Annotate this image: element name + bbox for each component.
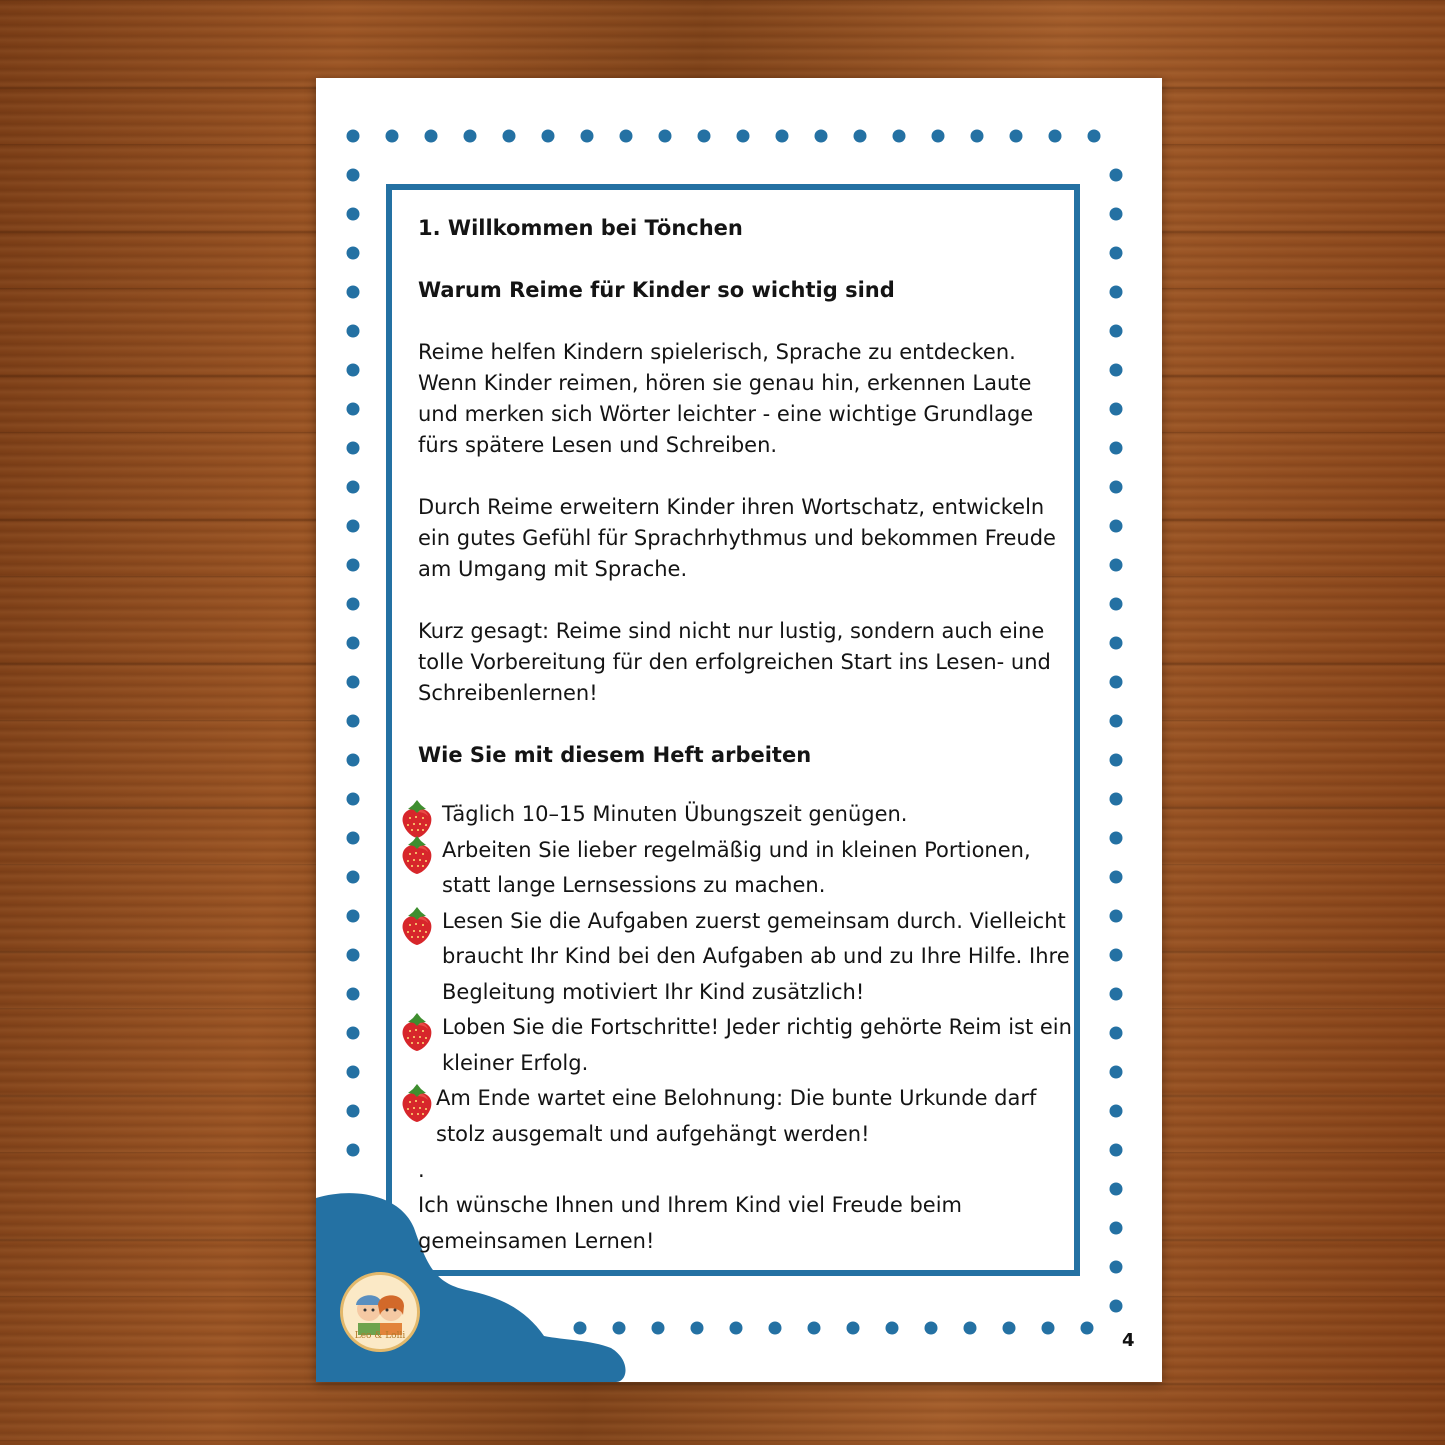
closing-text: Ich wünsche Ihnen und Ihrem Kind viel Freude beim gemeinsamen Lernen!	[418, 1193, 963, 1253]
border-dot	[347, 559, 360, 572]
border-dot	[1110, 1222, 1123, 1235]
border-dot	[1110, 1183, 1123, 1196]
section-title-rhymes: Warum Reime für Kinder so wichtig sind	[418, 278, 895, 302]
border-dot	[1110, 910, 1123, 923]
border-dot	[1003, 1322, 1016, 1335]
strawberry-icon	[400, 906, 434, 946]
stray-dot: .	[418, 1158, 425, 1182]
border-dot	[730, 1322, 743, 1335]
border-dot	[347, 247, 360, 260]
border-dot	[347, 988, 360, 1001]
border-dot	[1110, 949, 1123, 962]
worksheet-page	[316, 78, 1162, 1382]
border-dot	[847, 1322, 860, 1335]
border-dot	[613, 1322, 626, 1335]
border-dot	[1110, 1300, 1123, 1313]
border-dot	[347, 949, 360, 962]
border-dot	[1110, 481, 1123, 494]
border-dot	[464, 130, 477, 143]
border-dot	[1010, 130, 1023, 143]
border-dot	[542, 130, 555, 143]
border-dot	[347, 676, 360, 689]
border-dot	[769, 1322, 782, 1335]
border-dot	[347, 871, 360, 884]
brand-logo	[340, 1272, 420, 1352]
border-dot	[503, 130, 516, 143]
border-dot	[347, 637, 360, 650]
border-dot	[386, 130, 399, 143]
strawberry-icon	[400, 1083, 434, 1123]
border-dot	[347, 910, 360, 923]
border-dot	[347, 1144, 360, 1157]
border-dot	[971, 130, 984, 143]
border-dot	[347, 364, 360, 377]
border-dot	[691, 1322, 704, 1335]
border-dot	[1110, 520, 1123, 533]
border-dot	[347, 520, 360, 533]
border-dot	[1110, 442, 1123, 455]
paragraph: Durch Reime erweitern Kinder ihren Wortschatz, entwickeln ein gutes Gefühl für Sprachrhythmus und bekommen Freude am Umgang mit Sprache.	[418, 495, 1056, 581]
border-dot	[1042, 1322, 1055, 1335]
list-item: Arbeiten Sie lieber regelmäßig und in kleinen Portionen, statt lange Lernsessions zu machen.	[418, 833, 1078, 904]
border-dot	[425, 130, 438, 143]
section-title-usage: Wie Sie mit diesem Heft arbeiten	[418, 743, 812, 767]
border-dot	[1110, 988, 1123, 1001]
border-dot	[347, 403, 360, 416]
border-dot	[1110, 559, 1123, 572]
border-dot	[776, 130, 789, 143]
border-dot	[698, 130, 711, 143]
border-dot	[932, 130, 945, 143]
border-dot	[659, 130, 672, 143]
border-dot	[1110, 1027, 1123, 1040]
border-dot	[347, 793, 360, 806]
paragraph: Reime helfen Kindern spielerisch, Sprache zu entdecken. Wenn Kinder reimen, hören sie genau hin, erkennen Laute und merken sich Wörter leichter - eine wichtige Grundlage fürs spätere Lesen und Schreiben.	[418, 340, 1034, 457]
border-dot	[1110, 637, 1123, 650]
page-number: 4	[1122, 1330, 1135, 1351]
border-dot	[574, 1322, 587, 1335]
border-dot	[808, 1322, 821, 1335]
text-content	[418, 213, 1078, 1259]
list-item: Loben Sie die Fortschritte! Jeder richtig gehörte Reim ist ein kleiner Erfolg.	[418, 1010, 1078, 1081]
border-dot	[886, 1322, 899, 1335]
paragraph: Kurz gesagt: Reime sind nicht nur lustig, sondern auch eine tolle Vorbereitung für den erfolgreichen Start ins Lesen- und Schreibenlernen!	[418, 619, 1051, 705]
border-dot	[347, 832, 360, 845]
border-dot	[1110, 1066, 1123, 1079]
border-dot	[1088, 130, 1101, 143]
border-dot	[964, 1322, 977, 1335]
border-dot	[1110, 286, 1123, 299]
border-dot	[1110, 676, 1123, 689]
border-dot	[347, 442, 360, 455]
border-dot	[737, 130, 750, 143]
border-dot	[1110, 832, 1123, 845]
border-dot	[1110, 871, 1123, 884]
border-dot	[1110, 598, 1123, 611]
border-dot	[1110, 247, 1123, 260]
list-item: Am Ende wartet eine Belohnung: Die bunte Urkunde darf stolz ausgemalt und aufgehängt werden!	[418, 1081, 1078, 1152]
border-dot	[347, 208, 360, 221]
border-dot	[1110, 325, 1123, 338]
border-dot	[1110, 715, 1123, 728]
border-dot	[347, 286, 360, 299]
border-dot	[1110, 208, 1123, 221]
border-dot	[854, 130, 867, 143]
border-dot	[1110, 169, 1123, 182]
tips-list	[418, 797, 1078, 1152]
border-dot	[347, 1027, 360, 1040]
border-dot	[1081, 1322, 1094, 1335]
border-dot	[925, 1322, 938, 1335]
border-dot	[815, 130, 828, 143]
border-dot	[347, 598, 360, 611]
border-dot	[1110, 754, 1123, 767]
page-heading: 1. Willkommen bei Tönchen	[418, 216, 743, 240]
border-dot	[1110, 1261, 1123, 1274]
border-dot	[1049, 130, 1062, 143]
border-dot	[347, 481, 360, 494]
logo-text: Leo & Lolli	[354, 1331, 406, 1341]
border-dot	[347, 754, 360, 767]
border-dot	[347, 325, 360, 338]
border-dot	[893, 130, 906, 143]
strawberry-icon	[400, 1012, 434, 1052]
border-dot	[347, 1066, 360, 1079]
border-dot	[1110, 1105, 1123, 1118]
list-item: Lesen Sie die Aufgaben zuerst gemeinsam durch. Vielleicht braucht Ihr Kind bei den Aufgaben ab und zu Ihre Hilfe. Ihre Begleitung motiviert Ihr Kind zusätzlich!	[418, 904, 1078, 1011]
border-dot	[1110, 1144, 1123, 1157]
border-dot	[347, 1105, 360, 1118]
strawberry-icon	[400, 835, 434, 875]
border-dot	[1110, 793, 1123, 806]
border-dot	[347, 130, 360, 143]
border-dot	[1110, 403, 1123, 416]
border-dot	[347, 715, 360, 728]
border-dot	[652, 1322, 665, 1335]
border-dot	[581, 130, 594, 143]
list-item: Täglich 10–15 Minuten Übungszeit genügen.	[418, 797, 1078, 833]
border-dot	[620, 130, 633, 143]
border-dot	[1110, 364, 1123, 377]
border-dot	[347, 169, 360, 182]
